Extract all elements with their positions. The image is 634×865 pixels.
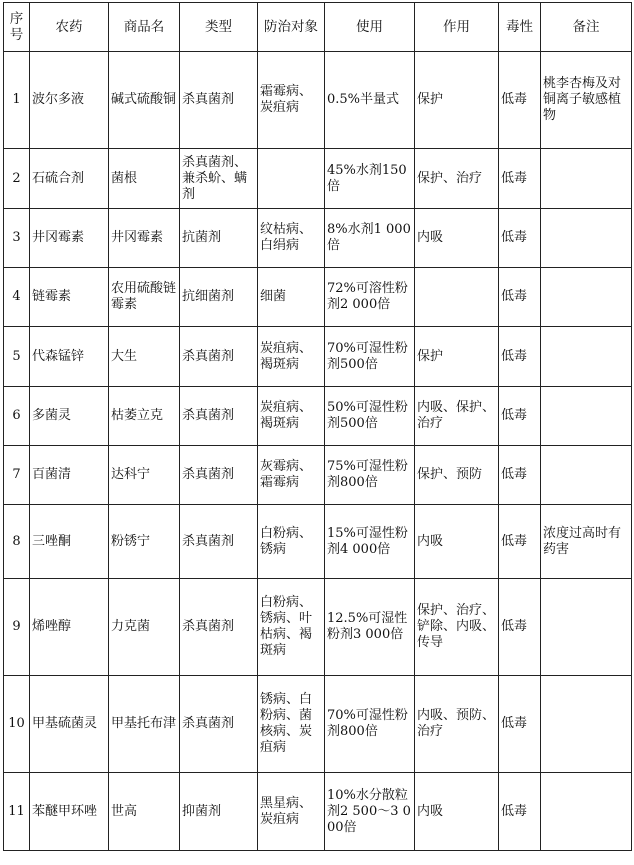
brand-name: 枯萎立克 — [109, 387, 180, 446]
usage: 12.5%可湿性粉剂3 000倍 — [325, 579, 415, 676]
header-cell: 毒性 — [499, 3, 541, 52]
table-row — [4, 209, 632, 268]
pesticide-type: 杀真菌剂 — [180, 327, 258, 387]
note: 浓度过高时有药害 — [541, 505, 632, 579]
row-number: 9 — [4, 579, 30, 676]
brand-name: 世高 — [109, 773, 180, 851]
row-number: 2 — [4, 149, 30, 209]
brand-name: 达科宁 — [109, 446, 180, 505]
pesticide-type: 杀真菌剂 — [180, 579, 258, 676]
usage: 72%可溶性粉剂2 000倍 — [325, 268, 415, 327]
header-cell: 类型 — [180, 3, 258, 52]
note: 桃李杏梅及对铜离子敏感植物 — [541, 52, 632, 149]
toxicity: 低毒 — [499, 773, 541, 851]
usage: 75%可湿性粉剂800倍 — [325, 446, 415, 505]
effect: 内吸、保护、治疗 — [415, 387, 499, 446]
effect: 保护、治疗 — [415, 149, 499, 209]
row-number: 11 — [4, 773, 30, 851]
pesticide-type: 杀真菌剂 — [180, 52, 258, 149]
pesticide-type: 抗细菌剂 — [180, 268, 258, 327]
row-number: 4 — [4, 268, 30, 327]
toxicity: 低毒 — [499, 149, 541, 209]
table-row — [4, 446, 632, 505]
pesticide-name: 烯唑醇 — [30, 579, 109, 676]
effect: 保护 — [415, 52, 499, 149]
row-number: 6 — [4, 387, 30, 446]
note — [541, 327, 632, 387]
pesticide-name: 多菌灵 — [30, 387, 109, 446]
note — [541, 676, 632, 773]
usage: 70%可湿性粉剂800倍 — [325, 676, 415, 773]
row-number: 10 — [4, 676, 30, 773]
usage: 8%水剂1 000倍 — [325, 209, 415, 268]
effect: 保护 — [415, 327, 499, 387]
brand-name: 甲基托布津 — [109, 676, 180, 773]
brand-name: 粉锈宁 — [109, 505, 180, 579]
pesticide-type: 抑菌剂 — [180, 773, 258, 851]
control-target: 白粉病、锈病、叶枯病、褐斑病 — [258, 579, 325, 676]
note — [541, 579, 632, 676]
pesticide-type: 杀真菌剂 — [180, 387, 258, 446]
pesticide-type: 杀真菌剂、兼杀蚧、螨剂 — [180, 149, 258, 209]
row-number: 3 — [4, 209, 30, 268]
effect — [415, 268, 499, 327]
control-target: 白粉病、锈病 — [258, 505, 325, 579]
pesticide-name: 井冈霉素 — [30, 209, 109, 268]
pesticide-name: 苯醚甲环唑 — [30, 773, 109, 851]
pesticide-table — [3, 2, 632, 851]
control-target: 灰霉病、霜霉病 — [258, 446, 325, 505]
usage: 70%可湿性粉剂500倍 — [325, 327, 415, 387]
header-cell: 作用 — [415, 3, 499, 52]
table-row — [4, 773, 632, 851]
table-row — [4, 676, 632, 773]
brand-name: 力克菌 — [109, 579, 180, 676]
note — [541, 387, 632, 446]
header-cell: 使用 — [325, 3, 415, 52]
note — [541, 268, 632, 327]
control-target: 细菌 — [258, 268, 325, 327]
table-row — [4, 268, 632, 327]
note — [541, 149, 632, 209]
table-row — [4, 52, 632, 149]
brand-name: 碱式硫酸铜 — [109, 52, 180, 149]
effect: 内吸 — [415, 209, 499, 268]
brand-name: 农用硫酸链霉素 — [109, 268, 180, 327]
usage: 15%可湿性粉剂4 000倍 — [325, 505, 415, 579]
control-target: 黑星病、炭疽病 — [258, 773, 325, 851]
brand-name: 大生 — [109, 327, 180, 387]
toxicity: 低毒 — [499, 268, 541, 327]
note — [541, 209, 632, 268]
toxicity: 低毒 — [499, 52, 541, 149]
pesticide-name: 石硫合剂 — [30, 149, 109, 209]
pesticide-type: 抗菌剂 — [180, 209, 258, 268]
table-row — [4, 387, 632, 446]
pesticide-name: 甲基硫菌灵 — [30, 676, 109, 773]
header-row — [4, 3, 632, 52]
brand-name: 菌根 — [109, 149, 180, 209]
effect: 保护、预防 — [415, 446, 499, 505]
row-number: 1 — [4, 52, 30, 149]
control-target: 锈病、白粉病、菌核病、炭疽病 — [258, 676, 325, 773]
note — [541, 773, 632, 851]
table-row — [4, 149, 632, 209]
table-row — [4, 579, 632, 676]
toxicity: 低毒 — [499, 446, 541, 505]
control-target: 纹枯病、白绢病 — [258, 209, 325, 268]
row-number: 8 — [4, 505, 30, 579]
toxicity: 低毒 — [499, 579, 541, 676]
header-cell: 备注 — [541, 3, 632, 52]
header-cell: 序号 — [4, 3, 30, 52]
toxicity: 低毒 — [499, 505, 541, 579]
pesticide-type: 杀真菌剂 — [180, 446, 258, 505]
toxicity: 低毒 — [499, 327, 541, 387]
effect: 内吸 — [415, 505, 499, 579]
control-target: 炭疽病、褐斑病 — [258, 327, 325, 387]
usage: 10%水分散粒剂2 500～3 000倍 — [325, 773, 415, 851]
header-cell: 商品名 — [109, 3, 180, 52]
pesticide-type: 杀真菌剂 — [180, 676, 258, 773]
pesticide-name: 百菌清 — [30, 446, 109, 505]
table-row — [4, 505, 632, 579]
control-target — [258, 149, 325, 209]
pesticide-type: 杀真菌剂 — [180, 505, 258, 579]
usage: 0.5%半量式 — [325, 52, 415, 149]
pesticide-name: 三唑酮 — [30, 505, 109, 579]
row-number: 7 — [4, 446, 30, 505]
header-cell: 防治对象 — [258, 3, 325, 52]
usage: 45%水剂150倍 — [325, 149, 415, 209]
toxicity: 低毒 — [499, 209, 541, 268]
note — [541, 446, 632, 505]
header-cell: 农药 — [30, 3, 109, 52]
effect: 保护、治疗、铲除、内吸、传导 — [415, 579, 499, 676]
pesticide-name: 代森锰锌 — [30, 327, 109, 387]
brand-name: 井冈霉素 — [109, 209, 180, 268]
toxicity: 低毒 — [499, 676, 541, 773]
toxicity: 低毒 — [499, 387, 541, 446]
row-number: 5 — [4, 327, 30, 387]
pesticide-name: 链霉素 — [30, 268, 109, 327]
effect: 内吸、预防、治疗 — [415, 676, 499, 773]
control-target: 霜霉病、炭疽病 — [258, 52, 325, 149]
effect: 内吸 — [415, 773, 499, 851]
control-target: 炭疽病、褐斑病 — [258, 387, 325, 446]
pesticide-name: 波尔多液 — [30, 52, 109, 149]
table-row — [4, 327, 632, 387]
usage: 50%可湿性粉剂500倍 — [325, 387, 415, 446]
